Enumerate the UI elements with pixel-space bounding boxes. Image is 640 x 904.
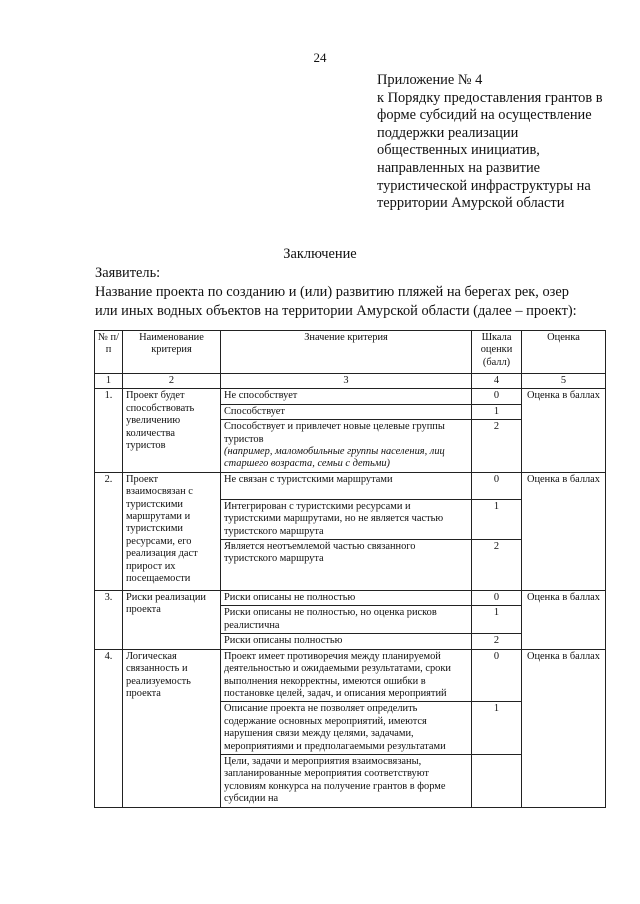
score: 1 [472, 404, 522, 419]
criterion-name: Риски реализации проекта [123, 591, 221, 650]
header-criterion: Наименование критерия [123, 331, 221, 374]
score: 2 [472, 420, 522, 473]
criterion-value: Проект имеет противоречия между планируемой деятельностью и ожидаемыми результатами, сроки выполнения некорректны, имеются ошибки в постановке целей, задач, и описания мероприятий [221, 649, 472, 702]
project-line: Название проекта по созданию и (или) развитию пляжей на берегах рек, озер [95, 284, 569, 300]
header-scale: Шкала оценки (балл) [472, 331, 522, 374]
criterion-value: Не связан с туристскими маршрутами [221, 472, 472, 499]
appendix-line: территории Амурской области [377, 195, 565, 212]
criteria-table [94, 330, 606, 808]
appendix-title: Приложение № 4 [377, 72, 483, 88]
appendix-line: направленных на развитие [377, 159, 541, 176]
appendix-line: поддержки реализации [377, 124, 519, 141]
score [472, 754, 522, 807]
conclusion-title: Заключение [283, 246, 357, 262]
col-number: 2 [123, 374, 221, 389]
criterion-value-cell [221, 420, 472, 473]
appendix-line: форме субсидий на осуществление [377, 107, 592, 124]
col-number: 4 [472, 374, 522, 389]
page-number: 24 [313, 50, 327, 65]
score: 0 [472, 591, 522, 606]
grade-cell: Оценка в баллах [522, 389, 606, 472]
header-grade: Оценка [522, 331, 606, 374]
col-number: 3 [221, 374, 472, 389]
row-number: 1. [95, 389, 123, 472]
appendix-line: общественных инициатив, [377, 142, 540, 159]
score: 1 [472, 499, 522, 539]
criterion-value: Является неотъемлемой частью связанного туристского маршрута [221, 540, 472, 591]
criterion-value: Цели, задачи и мероприятия взаимосвязаны, запланированные мероприятия соответствуют условиям конкурса на получение грантов в форме субсидии на [221, 754, 472, 807]
row-number: 3. [95, 591, 123, 650]
criterion-value: Способствует и привлечет новые целевые группы туристов [224, 421, 445, 445]
appendix-line: туристической инфраструктуры на [377, 177, 591, 194]
criterion-value: Способствует [221, 404, 472, 419]
criterion-value: Описание проекта не позволяет определить содержание основных мероприятий, имеются нарушения связи между целями, задачами, мероприятиями и предполагаемыми результатами [221, 702, 472, 755]
score: 0 [472, 389, 522, 404]
criterion-value: Интегрирован с туристскими ресурсами и туристскими маршрутами, но не является частью туристского маршрута [221, 499, 472, 539]
criterion-name: Проект будет способствовать увеличению количества туристов [123, 389, 221, 472]
row-number: 2. [95, 472, 123, 590]
criterion-name: Проект взаимосвязан с туристскими маршрутами и туристскими ресурсами, его реализация даст прирост их посещаемости [123, 472, 221, 590]
score: 2 [472, 540, 522, 591]
grade-cell: Оценка в баллах [522, 472, 606, 590]
table-header-row [95, 331, 606, 374]
criterion-value: Не способствует [221, 389, 472, 404]
col-number: 1 [95, 374, 123, 389]
grade-cell: Оценка в баллах [522, 591, 606, 650]
table-row [95, 472, 606, 499]
col-number: 5 [522, 374, 606, 389]
column-numbers-row [95, 374, 606, 389]
project-line: или иных водных объектов на территории Амурской области (далее – проект): [95, 303, 577, 319]
appendix-line: к Порядку предоставления грантов в [377, 89, 603, 106]
criterion-value: Риски описаны не полностью, но оценка рисков реалистична [221, 606, 472, 634]
score: 0 [472, 649, 522, 702]
score: 0 [472, 472, 522, 499]
table-row [95, 649, 606, 702]
grade-cell: Оценка в баллах [522, 649, 606, 807]
table-row [95, 389, 606, 404]
score: 1 [472, 702, 522, 755]
table-row [95, 591, 606, 606]
criterion-note: (например, маломобильные группы населения, лиц старшего возраста, семьи с детьми) [224, 446, 445, 470]
row-number: 4. [95, 649, 123, 807]
header-num: № п/п [95, 331, 123, 374]
score: 1 [472, 606, 522, 634]
score: 2 [472, 634, 522, 649]
criterion-name: Логическая связанность и реализуемость проекта [123, 649, 221, 807]
header-value: Значение критерия [221, 331, 472, 374]
applicant-label: Заявитель: [95, 265, 161, 281]
criterion-value: Риски описаны не полностью [221, 591, 472, 606]
criterion-value: Риски описаны полностью [221, 634, 472, 649]
